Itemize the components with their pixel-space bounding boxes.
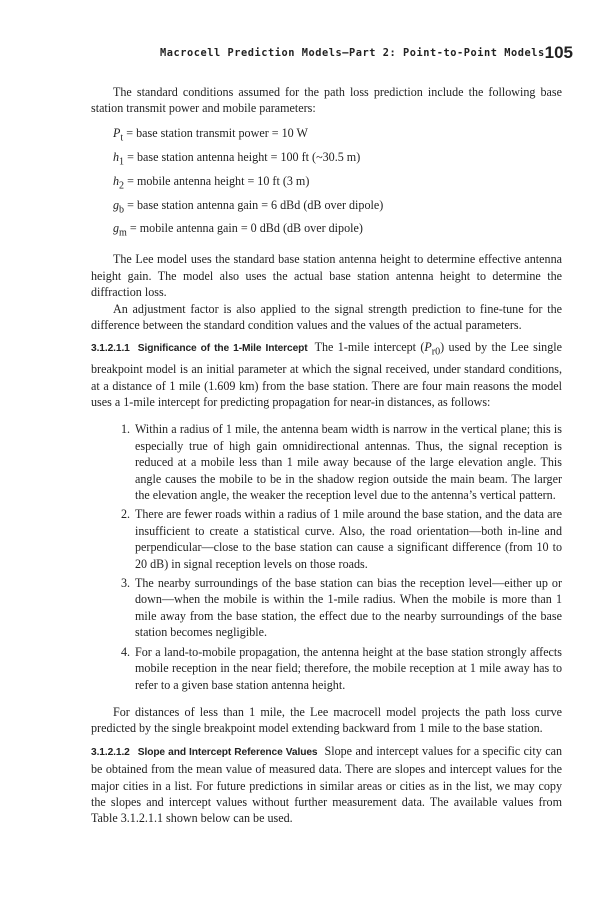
body-text [91, 84, 562, 827]
paragraph-lee-model: The Lee model uses the standard base station antenna height to determine effective antenna height gain. The model also uses the actual base station antenna height to determine the diffraction loss. [91, 252, 562, 300]
section-1-mile-intercept: 3.1.2.1.1 Significance of the 1-Mile Intercept The 1-mile intercept $(P_{r0})$ used by the Lee single breakpoint model is an initial parameter at which the signal received, under standard conditions, at a distance of 1 mile (1.609 km) from the base station. There are four main reasons the model uses a 1-mile intercept for predicting propagation for near-in distances, as follows: [91, 340, 562, 409]
reasons-list [91, 421, 562, 693]
list-item: 3. The nearby surroundings of the base station can bias the reception level—either up or down—when the mobile is within the 1-mile radius. When the mobile is more than 1 mile away from the base station, the effect due to the nearby surroundings of the base station becomes negligible. [121, 576, 562, 640]
paragraph-near-distance: For distances of less than 1 mile, the Lee macrocell model projects the path loss curve predicted by the single breakpoint model extending backward from 1 mile to the base station. [91, 704, 562, 736]
header-title: Macrocell Prediction Models—Part 2: Point-to-Point Models [160, 47, 545, 59]
list-item: 4. For a land-to-mobile propagation, the antenna height at the base station strongly affects mobile reception in the near field; therefore, the mobile reception at 1 mile away has to refer to a given base station antenna height. [121, 644, 562, 692]
param-base-gain: $g_b$ = base station antenna gain = 6 dBd (dB over dipole) [113, 197, 384, 215]
parameter-list [113, 124, 562, 244]
list-item: 2. There are fewer roads within a radius of 1 mile around the base station, and the data are insufficient to create a statistical curve. Also, the road orientation—both in-line and perpendicular—close to the base station can cause a significant difference (from 10 to 20 dB) in signal reception levels on those roads. [121, 507, 562, 571]
param-base-height: $h_1$ = base station antenna height = 100 ft (~30.5 m) [113, 149, 361, 168]
intro-paragraph: The standard conditions assumed for the path loss prediction include the following base station transmit power and mobile parameters: [91, 85, 562, 116]
list-item: 1. Within a radius of 1 mile, the antenna beam width is narrow in the vertical plane; this is especially true of high gain omnidirectional antennas. Thus, the signal reception is reduced at a mobile less than 1 mile away because of the large elevation angle. This angle causes the mobile to be in the shadow region outside the main beam. The larger the elevation angle, the weaker the reception level due to the antenna’s vertical pattern. [121, 422, 562, 503]
param-transmit-power: $P_t$ = base station transmit power = 10 W [113, 125, 308, 144]
param-mobile-gain: $g_m$ = mobile antenna gain = 0 dBd (dB over dipole) [113, 221, 363, 239]
section-slope-intercept: 3.1.2.1.2 Slope and Intercept Reference Values Slope and intercept values for a specific city can be obtained from the mean value of measured data. There are slopes and intercept values for the major cities in a list. For future predictions in similar areas or cities as in the list, we may copy the slopes and intercept values without further measurement data. The available values from Table 3.1.2.1.1 shown below can be used. [91, 743, 562, 826]
paragraph-adjustment: An adjustment factor is also applied to the signal strength prediction to fine-tune for the difference between the standard condition values and the values of the actual parameters. [91, 301, 562, 332]
section-heading: 3.1.2.1.1 Significance of the 1-Mile Intercept [91, 343, 308, 355]
running-header [160, 43, 573, 64]
param-mobile-height: $h_2$ = mobile antenna height = 10 ft (3 m) [113, 173, 310, 192]
section-heading: 3.1.2.1.2 Slope and Intercept Reference Values [91, 746, 318, 758]
page-number: 105 [544, 43, 573, 62]
